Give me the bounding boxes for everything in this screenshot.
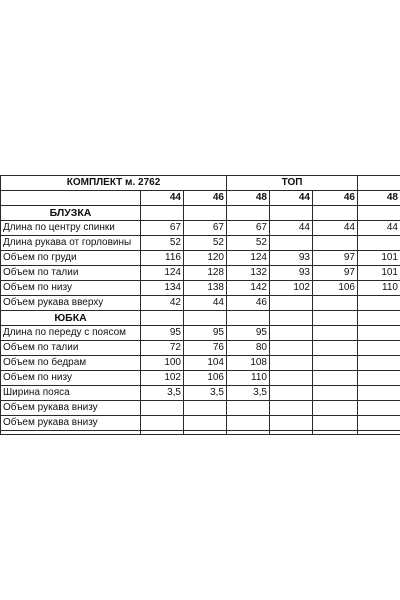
value-cell bbox=[313, 341, 358, 356]
value-cell: 110 bbox=[358, 281, 400, 296]
row-label: Объем рукава внизу bbox=[1, 401, 141, 416]
value-cell bbox=[358, 236, 400, 251]
size-chart-table bbox=[0, 175, 400, 435]
value-cell: 128 bbox=[184, 266, 227, 281]
value-cell: 124 bbox=[141, 266, 184, 281]
value-cell: 95 bbox=[184, 326, 227, 341]
value-cell bbox=[313, 401, 358, 416]
table-row bbox=[1, 281, 400, 296]
value-cell bbox=[313, 386, 358, 401]
row-label: Объем по низу bbox=[1, 281, 141, 296]
value-cell: 44 bbox=[313, 221, 358, 236]
row-label: Длина по центру спинки bbox=[1, 221, 141, 236]
value-cell bbox=[270, 341, 313, 356]
value-cell bbox=[358, 401, 400, 416]
section-row-blouse bbox=[1, 206, 400, 221]
value-cell bbox=[313, 236, 358, 251]
table-row bbox=[1, 386, 400, 401]
section-title-blouse: БЛУЗКА bbox=[1, 206, 141, 221]
value-cell: 44 bbox=[358, 221, 400, 236]
table-row bbox=[1, 296, 400, 311]
value-cell: 3,5 bbox=[184, 386, 227, 401]
value-cell: 76 bbox=[184, 341, 227, 356]
value-cell: 3,5 bbox=[141, 386, 184, 401]
value-cell: 67 bbox=[141, 221, 184, 236]
value-cell: 44 bbox=[184, 296, 227, 311]
value-cell bbox=[227, 401, 270, 416]
value-cell bbox=[141, 401, 184, 416]
table-title: КОМПЛЕКТ м. 2762 bbox=[1, 176, 227, 191]
row-label: Объем рукава вверху bbox=[1, 296, 141, 311]
empty-cell bbox=[358, 176, 400, 191]
value-cell: 102 bbox=[141, 371, 184, 386]
value-cell: 3,5 bbox=[227, 386, 270, 401]
value-cell: 67 bbox=[227, 221, 270, 236]
value-cell: 134 bbox=[141, 281, 184, 296]
value-cell: 101 bbox=[358, 251, 400, 266]
value-cell: 97 bbox=[313, 251, 358, 266]
value-cell bbox=[358, 386, 400, 401]
row-label: Объем по низу bbox=[1, 371, 141, 386]
value-cell: 97 bbox=[313, 266, 358, 281]
bottom-edge-row bbox=[1, 431, 400, 435]
value-cell: 116 bbox=[141, 251, 184, 266]
value-cell: 52 bbox=[227, 236, 270, 251]
table-row bbox=[1, 341, 400, 356]
table-row bbox=[1, 221, 400, 236]
value-cell: 93 bbox=[270, 251, 313, 266]
table-row bbox=[1, 266, 400, 281]
value-cell bbox=[358, 296, 400, 311]
size-header-cell: 44 bbox=[270, 191, 313, 206]
value-cell bbox=[270, 236, 313, 251]
value-cell bbox=[358, 371, 400, 386]
size-header-cell: 44 bbox=[141, 191, 184, 206]
value-cell bbox=[184, 416, 227, 431]
table-row bbox=[1, 401, 400, 416]
value-cell: 42 bbox=[141, 296, 184, 311]
value-cell bbox=[358, 416, 400, 431]
value-cell: 46 bbox=[227, 296, 270, 311]
value-cell: 132 bbox=[227, 266, 270, 281]
value-cell bbox=[270, 371, 313, 386]
value-cell: 120 bbox=[184, 251, 227, 266]
top-label: ТОП bbox=[227, 176, 358, 191]
value-cell: 106 bbox=[313, 281, 358, 296]
table-row bbox=[1, 251, 400, 266]
value-cell bbox=[313, 371, 358, 386]
value-cell: 124 bbox=[227, 251, 270, 266]
size-header-cell: 48 bbox=[358, 191, 400, 206]
value-cell bbox=[358, 326, 400, 341]
value-cell bbox=[358, 341, 400, 356]
value-cell: 52 bbox=[184, 236, 227, 251]
value-cell: 95 bbox=[227, 326, 270, 341]
value-cell: 108 bbox=[227, 356, 270, 371]
value-cell: 110 bbox=[227, 371, 270, 386]
value-cell: 95 bbox=[141, 326, 184, 341]
table-row bbox=[1, 416, 400, 431]
table-row bbox=[1, 371, 400, 386]
table-row bbox=[1, 326, 400, 341]
value-cell bbox=[358, 356, 400, 371]
size-header-cell: 48 bbox=[227, 191, 270, 206]
size-header-row bbox=[1, 191, 400, 206]
value-cell bbox=[313, 356, 358, 371]
value-cell bbox=[313, 326, 358, 341]
row-label: Ширина пояса bbox=[1, 386, 141, 401]
value-cell bbox=[227, 416, 270, 431]
table-row bbox=[1, 356, 400, 371]
value-cell bbox=[270, 326, 313, 341]
section-row-skirt bbox=[1, 311, 400, 326]
value-cell: 44 bbox=[270, 221, 313, 236]
section-title-skirt: ЮБКА bbox=[1, 311, 141, 326]
row-label: Длина по переду с поясом bbox=[1, 326, 141, 341]
row-label: Объем по талии bbox=[1, 341, 141, 356]
value-cell bbox=[184, 401, 227, 416]
empty-cell bbox=[1, 191, 141, 206]
value-cell: 80 bbox=[227, 341, 270, 356]
value-cell bbox=[270, 401, 313, 416]
row-label: Объем по талии bbox=[1, 266, 141, 281]
value-cell: 138 bbox=[184, 281, 227, 296]
value-cell: 93 bbox=[270, 266, 313, 281]
value-cell: 106 bbox=[184, 371, 227, 386]
value-cell bbox=[141, 416, 184, 431]
value-cell: 72 bbox=[141, 341, 184, 356]
table-row bbox=[1, 236, 400, 251]
value-cell bbox=[313, 416, 358, 431]
value-cell bbox=[270, 416, 313, 431]
value-cell: 142 bbox=[227, 281, 270, 296]
value-cell bbox=[313, 296, 358, 311]
title-row bbox=[1, 176, 400, 191]
size-header-cell: 46 bbox=[184, 191, 227, 206]
value-cell bbox=[270, 356, 313, 371]
value-cell bbox=[270, 296, 313, 311]
value-cell: 102 bbox=[270, 281, 313, 296]
row-label: Длина рукава от горловины bbox=[1, 236, 141, 251]
value-cell bbox=[270, 386, 313, 401]
value-cell: 101 bbox=[358, 266, 400, 281]
value-cell: 104 bbox=[184, 356, 227, 371]
row-label: Объем рукава внизу bbox=[1, 416, 141, 431]
row-label: Объем по бедрам bbox=[1, 356, 141, 371]
value-cell: 100 bbox=[141, 356, 184, 371]
value-cell: 67 bbox=[184, 221, 227, 236]
row-label: Объем по груди bbox=[1, 251, 141, 266]
value-cell: 52 bbox=[141, 236, 184, 251]
size-header-cell: 46 bbox=[313, 191, 358, 206]
